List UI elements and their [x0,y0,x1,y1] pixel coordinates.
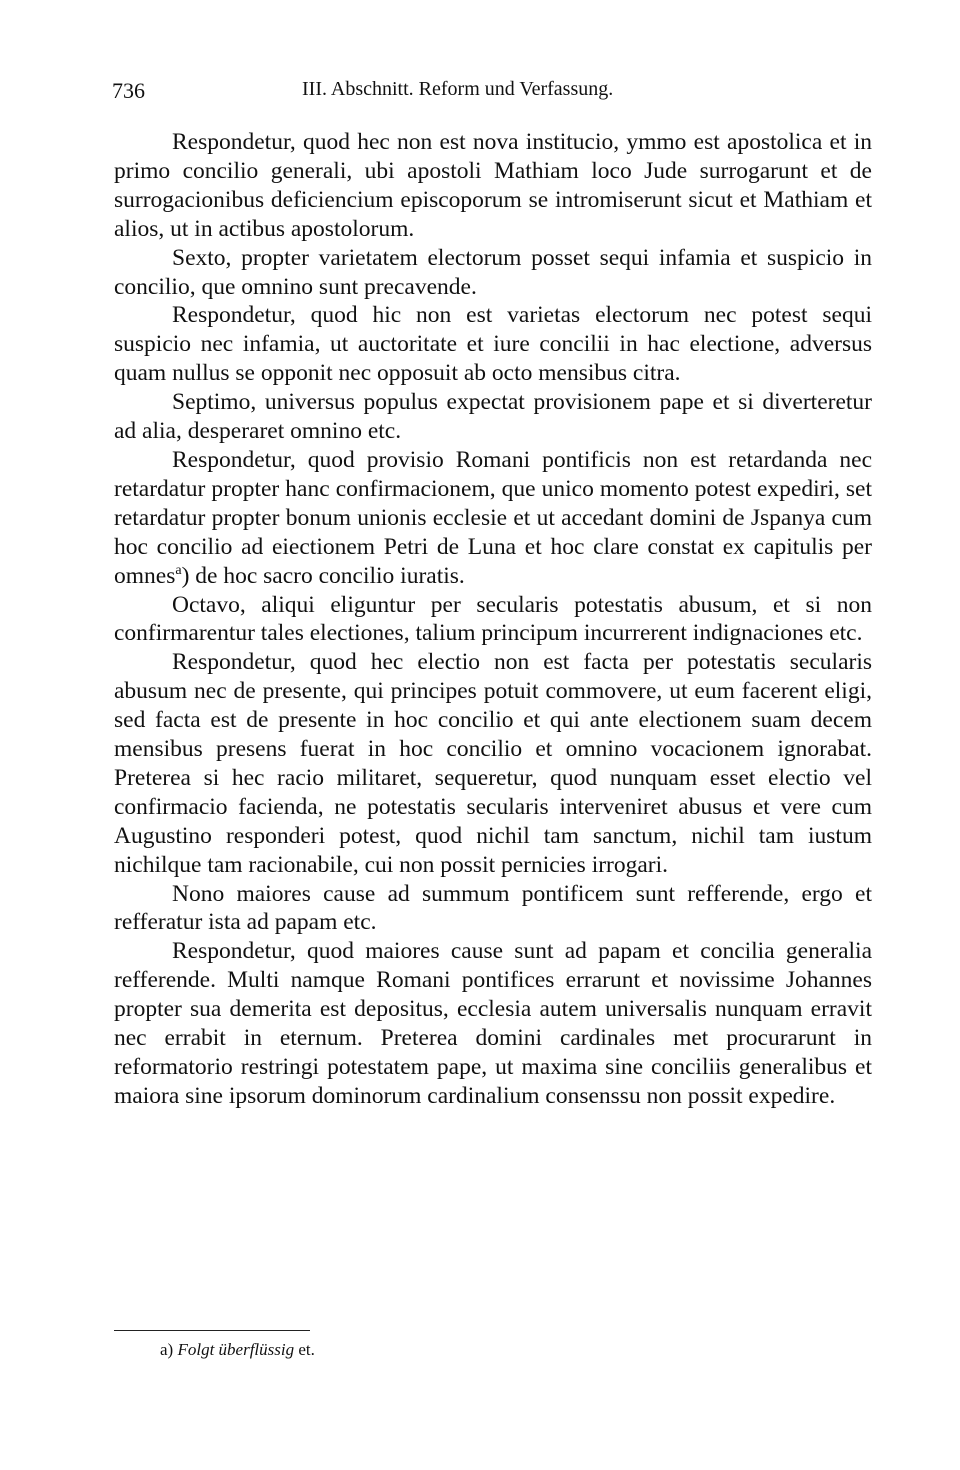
paragraph: Septimo, universus populus expectat provisionem pape et si diverteretur ad alia, desperaret omnino etc. [114,389,872,445]
page-header [112,78,872,110]
paragraph: Respondetur, quod hec electio non est facta per potestatis secularis abusum nec de presente, qui principes potuit commovere, ut eum facerent eligi, sed facta est de presente in hoc concilio et qui ante electionem suam decem mensibus presens fuerat in hoc concilio et omnino vocacionem ignorabat. Preterea si hec racio militaret, sequeretur, quod nunquam esset electio vel confirmacio facienda, ne potestatis secularis interveniret abusus et vere cum Augustino responderi potest, quod nichil tam sanctum, nichil tam iustum nichilque tam racionabile, cui non possit pernicies irrogari. [114,649,872,878]
paragraph: Respondetur, quod maiores cause sunt ad papam et concilia generalia refferende. Multi namque Romani pontifices errarunt et novissime Johannes propter sua demerita est depositus, ecclesia autem universalis nunquam erravit nec errabit in eternum. Preterea domini cardinales met procurarunt in reformatorio restringi potestatem pape, ut maxima sine conciliis generalibus et maiora sine ipsorum dominorum cardinalium consenssu non possit expedire. [114,938,872,1109]
paragraph-with-note [114,446,872,591]
footnote-marker: a [175,562,182,578]
running-head: III. Abschnitt. Reform und Verfassung. [302,78,614,100]
paragraph: Nono maiores cause ad summum pontificem sunt refferende, ergo et refferatur ista ad papam etc. [114,880,872,936]
footnote-text: Folgt überflüssig [177,1340,295,1359]
footnote-tail: et. [298,1340,315,1359]
paragraph: Sexto, propter varietatem electorum posset sequi infamia et suspicio in concilio, que omnino sunt precavende. [114,244,872,300]
footnote-label: a) [160,1340,174,1359]
footnote-rule [114,1330,310,1331]
paragraph: Respondetur, quod hec non est nova institucio, ymmo est apostolica et in primo concilio generali, ubi apostoli Mathiam loco Jude surrogarunt et de surrogacionibus deficiencium episcoporum se intromiserunt sicut et Mathiam et alios, ut in actibus apostolorum. [114,129,872,242]
paragraph-text: ) de hoc sacro concilio iuratis. [181,562,465,589]
paragraph: Octavo, aliqui eliguntur per secularis potestatis abusum, et si non confirmarentur tales electiones, talium principum incurrerent indignaciones etc. [114,591,872,647]
body-text [114,128,872,1111]
footnote [160,1340,315,1360]
paragraph-text: Respondetur, quod provisio Romani pontificis non est retardanda nec retardatur propter hanc confirmacionem, que unico momento potest expediri, set retardatur propter bonum unionis ecclesie et ut accedant domini de Jspanya cum hoc concilio ad eiectionem Petri de Luna et hoc clare constat ex capitulis per omnes [114,446,872,589]
paragraph: Respondetur, quod hic non est varietas electorum nec potest sequi suspicio nec infamia, ut auctoritate et iure concilii in hac electione, adversus quam nullus se opponit nec opposuit ab octo mensibus citra. [114,302,872,387]
page-number: 736 [112,78,145,103]
